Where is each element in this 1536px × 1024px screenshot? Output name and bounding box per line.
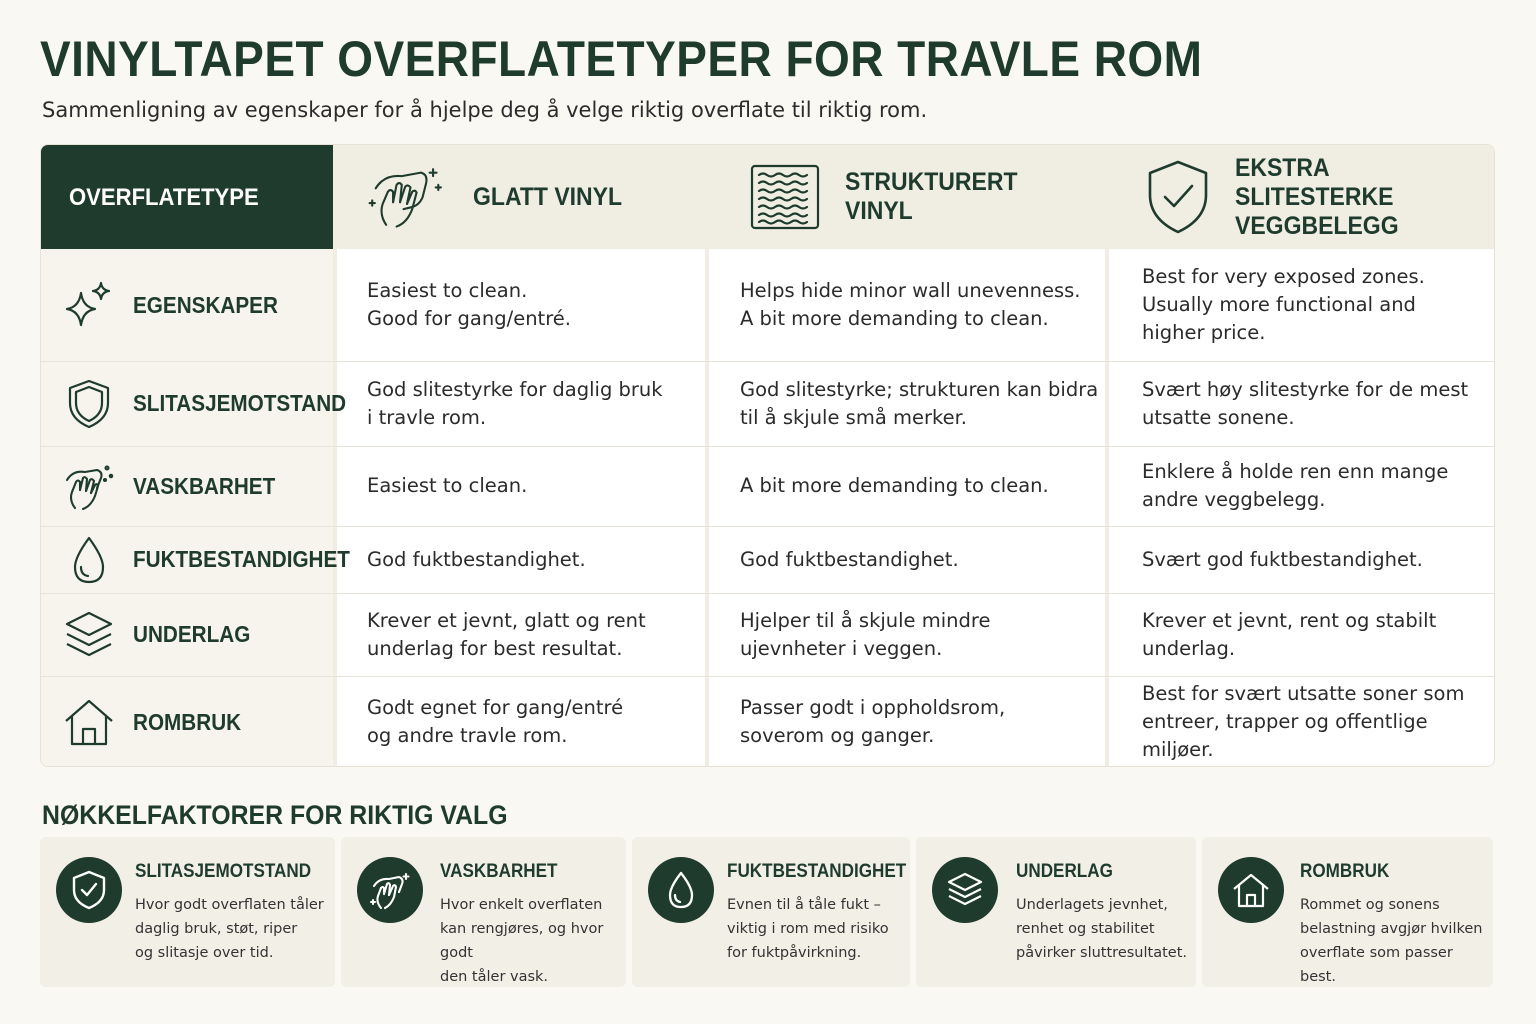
row-label-text: VASKBARHET [133, 472, 276, 499]
header-cell-extra-durable [1109, 145, 1495, 249]
factor-card-title: UNDERLAG [1016, 861, 1113, 882]
shield-icon [61, 376, 117, 432]
row-label-text: EGENSKAPER [133, 291, 278, 318]
comparison-table [40, 144, 1495, 767]
water-drop-icon [61, 532, 117, 588]
header-cell-smooth-vinyl [337, 145, 705, 249]
table-cell: Krever et jevnt, rent og stabilt underlag. [1142, 608, 1437, 660]
factor-card-title: VASKBARHET [440, 861, 558, 882]
cleaning-hand-icon [61, 458, 117, 514]
table-cell: Svært god fuktbestandighet. [1142, 547, 1423, 571]
table-cell: God slitestyrke for daglig bruk i travle rom. [367, 377, 663, 429]
column-label-smooth-vinyl: GLATT VINYL [473, 182, 623, 211]
column-divider [705, 145, 709, 766]
table-cell: God fuktbestandighet. [367, 547, 586, 571]
factor-card-substrate [916, 837, 1196, 987]
factor-card-text: Hvor enkelt overflaten kan rengjøres, og hvor godt den tåler vask. [440, 897, 604, 985]
row-label-properties [61, 249, 294, 361]
page-title: VINYLTAPET OVERFLATETYPER FOR TRAVLE ROM [40, 31, 1203, 87]
wiping-hand-icon [357, 857, 423, 923]
factor-card-room-use [1202, 837, 1493, 987]
column-label-structured-vinyl: STRUKTURERT VINYL [845, 168, 1018, 225]
table-cell: A bit more demanding to clean. [740, 474, 1049, 497]
table-cell: Krever et jevnt, glatt og rent underlag for best resultat. [367, 608, 646, 660]
row-label-substrate [61, 593, 263, 676]
page-subtitle: Sammenligning av egenskaper for å hjelpe deg å velge riktig overflate til riktig rom. [42, 98, 928, 122]
shield-check-icon [56, 857, 122, 923]
row-label-text: UNDERLAG [133, 621, 251, 647]
factor-card-wear [40, 837, 335, 987]
table-cell: Hjelper til å skjule mindre ujevnheter i veggen. [740, 608, 991, 660]
factor-card-title: ROMBRUK [1300, 861, 1390, 882]
table-cell: Svært høy slitestyrke for de mest utsatte sonene. [1142, 377, 1469, 429]
header-label: OVERFLATETYPE [69, 183, 259, 211]
house-icon [61, 694, 117, 750]
sparkle-icon [61, 277, 117, 333]
row-label-wear-resistance [61, 361, 370, 446]
row-label-text: FUKTBESTANDIGHET [133, 546, 350, 572]
table-cell: Enklere å holde ren enn mange andre veggbelegg. [1142, 460, 1449, 511]
factor-card-text: Evnen til å tåle fukt – viktig i rom med risiko for fuktpåvirkning. [727, 897, 889, 961]
factor-card-moisture [632, 837, 910, 987]
house-icon [1218, 857, 1284, 923]
key-factors-title: NØKKELFAKTORER FOR RIKTIG VALG [42, 800, 508, 830]
table-cell: God slitestyrke; strukturen kan bidra til å skjule små merker. [740, 377, 1099, 429]
layers-icon [61, 607, 117, 663]
row-label-room-use [61, 676, 253, 767]
header-cell-surface-type [41, 145, 333, 249]
table-cell: Best for svært utsatte soner som entreer, trapper og offentlige miljøer. [1142, 682, 1465, 761]
table-cell: Easiest to clean. Good for gang/entré. [367, 279, 571, 330]
shield-check-icon [1143, 157, 1213, 237]
table-cell: God fuktbestandighet. [740, 547, 959, 571]
table-cell: Godt egnet for gang/entré og andre travle rom. [367, 696, 624, 747]
column-divider [333, 145, 337, 766]
row-label-text: ROMBRUK [133, 708, 242, 735]
row-label-washability [61, 446, 291, 526]
header-cell-structured-vinyl [709, 145, 1105, 249]
row-label-text: SLITASJEMOTSTAND [133, 390, 347, 416]
column-label-extra-durable: EKSTRA SLITESTERKE VEGGBELEGG [1235, 153, 1399, 240]
factor-card-text: Rommet og sonens belastning avgjør hvilken overflate som passer best. [1300, 897, 1483, 985]
table-cell: Helps hide minor wall unevenness. A bit more demanding to clean. [740, 279, 1081, 330]
water-drop-icon [648, 857, 714, 923]
texture-swatch-icon [747, 157, 823, 237]
table-cell: Easiest to clean. [367, 474, 528, 497]
factor-card-washability [341, 837, 626, 987]
table-cell: Passer godt i oppholdsrom, soverom og ganger. [740, 696, 1006, 747]
row-label-moisture-resistance [61, 526, 374, 593]
column-divider [1105, 145, 1109, 766]
factor-card-title: FUKTBESTANDIGHET [727, 861, 907, 882]
table-cell: Best for very exposed zones. Usually more functional and higher price. [1142, 265, 1425, 344]
factor-card-text: Underlagets jevnhet, renhet og stabilitet påvirker sluttresultatet. [1016, 897, 1187, 961]
wiping-hand-icon [367, 157, 447, 237]
layers-icon [932, 857, 998, 923]
factor-card-text: Hvor godt overflaten tåler daglig bruk, støt, riper og slitasje over tid. [135, 897, 324, 961]
factor-card-title: SLITASJEMOTSTAND [135, 861, 312, 882]
